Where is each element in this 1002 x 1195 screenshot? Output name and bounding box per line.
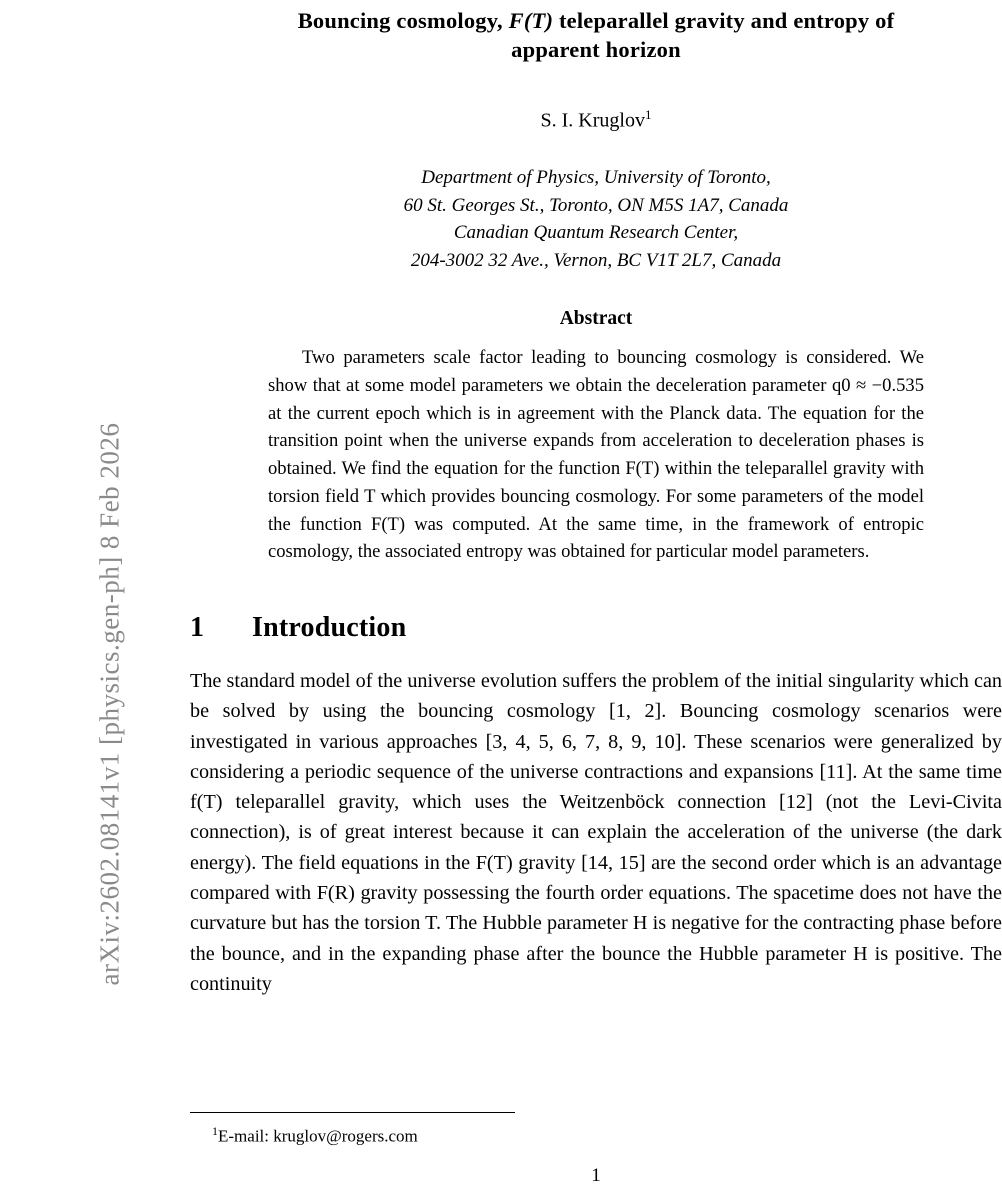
author-name: S. I. Kruglov xyxy=(540,109,645,132)
title-line1-post: teleparallel gravity and entropy of xyxy=(553,8,895,33)
affiliation-line: Department of Physics, University of Toronto, xyxy=(421,167,771,189)
abstract-text xyxy=(268,344,924,566)
paper-page xyxy=(190,0,1002,1195)
affiliation-line: 60 St. Georges St., Toronto, ON M5S 1A7, Canada xyxy=(403,194,789,216)
section-number: 1 xyxy=(190,611,205,643)
section-title: Introduction xyxy=(252,611,407,643)
abstract-heading: Abstract xyxy=(559,308,633,330)
author-footnote-marker: 1 xyxy=(644,106,652,122)
title-line2: apparent horizon xyxy=(511,37,681,63)
footnote-marker: 1 xyxy=(212,1124,218,1139)
section-heading-introduction xyxy=(190,612,1002,644)
footnote xyxy=(212,1124,418,1147)
arxiv-stamp-text: arXiv:2602.08141v1 [physics.gen-ph] 8 Feb 2026 xyxy=(94,422,125,986)
page-title xyxy=(190,6,1002,65)
affiliation-line: Canadian Quantum Research Center, xyxy=(453,222,739,244)
author-line xyxy=(190,107,1002,133)
title-line1-math: F(T) xyxy=(508,8,554,33)
page-number: 1 xyxy=(591,1165,601,1186)
introduction-paragraph: The standard model of the universe evolution suffers the problem of the initial singularity which can be solved by using the bouncing cosmology [1, 2]. Bouncing cosmology scenarios were investigated in various approaches [3, 4, 5, 6, 7, 8, 9, 10]. These scenarios were generalized by considering a periodic sequence of the universe contractions and expansions [11]. At the same time f(T) teleparallel gravity, which uses the Weitzenböck connection [12] (not the Levi-Civita connection), is of great interest because it can explain the acceleration of the universe (the dark energy). The field equations in the F(T) gravity [14, 15] are the second order which is an advantage compared with F(R) gravity possessing the fourth order equations. The spacetime does not have the curvature but has the torsion T. The Hubble parameter H is negative for the contracting phase before the bounce, and in the expanding phase after the bounce the Hubble parameter H is positive. The continuity xyxy=(190,669,1002,995)
abstract-paragraph: Two parameters scale factor leading to bouncing cosmology is considered. We show that at some model parameters we obtain the deceleration parameter q0 ≈ −0.535 at the current epoch which is in agreement with the Planck data. The equation for the transition point when the universe expands from acceleration to deceleration phases is obtained. We find the equation for the function F(T) within the teleparallel gravity with torsion field T which provides bouncing cosmology. For some parameters of the model the function F(T) was computed. At the same time, in the framework of entropic cosmology, the associated entropy was obtained for particular model parameters. xyxy=(268,347,924,563)
arxiv-stamp xyxy=(0,0,190,1195)
footnote-divider xyxy=(190,1112,515,1113)
affiliation-line: 204-3002 32 Ave., Vernon, BC V1T 2L7, Canada xyxy=(410,249,782,271)
footnote-text: E-mail: kruglov@rogers.com xyxy=(218,1127,418,1146)
affiliation-block xyxy=(190,164,1002,274)
title-line1-pre: Bouncing cosmology, xyxy=(297,8,509,33)
